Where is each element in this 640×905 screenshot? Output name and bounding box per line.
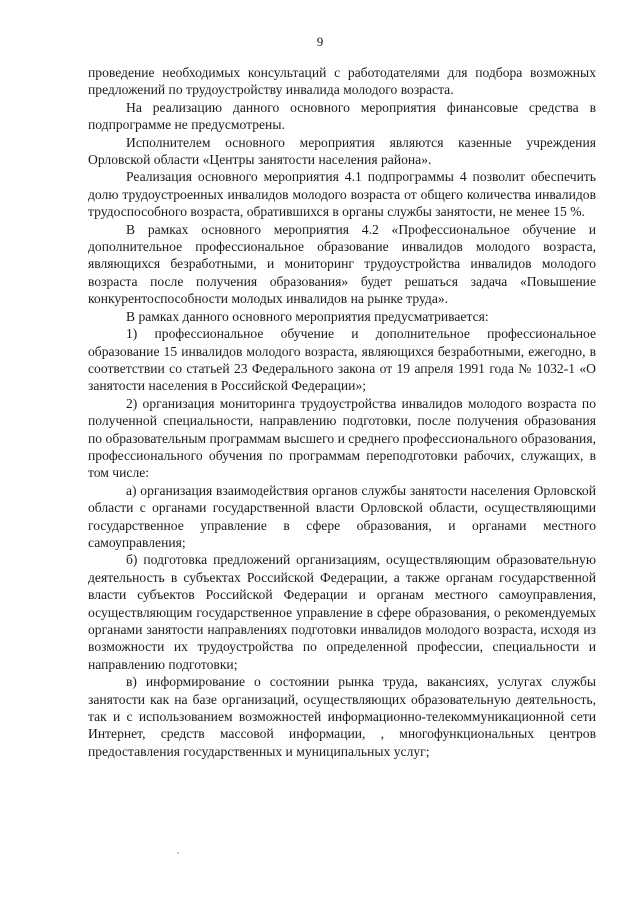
paragraph-executor: Исполнителем основного мероприятия являются казенные учреждения Орловской области «Центры занятости населения района». [88,134,596,168]
paragraph-measure-4-1: Реализация основного мероприятия 4.1 подпрограммы 4 позволит обеспечить долю трудоустроенных инвалидов молодого возраста от общего количества инвалидов трудоспособного возраста, обратившихся в органы службы занятости, не менее 15 %. [88,169,596,220]
list-item-1-training: 1) профессиональное обучение и дополнительное профессиональное образование 15 инвалидов молодого возраста, являющихся безработными, ежегодно, в соответствии со статьей 23 Федерального закона от 19 апреля 1991 года № 1032-1 «О занятости населения в Российской Федерации»; [88,326,596,394]
sub-item-b-proposals: б) подготовка предложений организациям, осуществляющим образовательную деятельность в субъектах Российской Федерации, а также органам государственной власти субъектов Российской Федерации и органам местного самоуправления, осуществляющим государственное управление в сфере образования, о рекомендуемых органами занятости направлениях подготовки инвалидов молодого возраста, исходя из возможности их трудоустройства по определенной профессии, специальности и направлению подготовки; [88,552,596,672]
list-item-2-monitoring: 2) организация мониторинга трудоустройства инвалидов молодого возраста по полученной специальности, направлению подготовки, после получения образования по образовательным программам высшего и среднего профессионального образования, профессионального обучения по программам переподготовки рабочих, служащих, в том числе: [88,395,596,481]
scan-speck [177,852,179,854]
document-body [88,64,596,760]
paragraph-consultations: проведение необходимых консультаций с работодателями для подбора возможных предложений по трудоустройству инвалида молодого возраста. [88,65,596,98]
paragraph-provisions-intro: В рамках данного основного мероприятия предусматривается: [126,308,489,324]
sub-item-v-informing: в) информирование о состоянии рынка труда, вакансиях, услугах службы занятости как на базе организаций, осуществляющих образовательную деятельность, так и с использованием возможностей информационно-телекоммуникационной сети Интернет, средств массовой информации, , многофункциональных центров предоставления государственных и муниципальных услуг; [88,674,596,759]
paragraph-measure-4-2: В рамках основного мероприятия 4.2 «Профессиональное обучение и дополнительное профессиональное образование инвалидов молодого возраста, являющихся безработными, и мониторинг трудоустройства инвалидов молодого возраста после получения образования» будет решаться задача «Повышение конкурентоспособности молодых инвалидов на рынке труда». [88,221,596,307]
page-number: 9 [316,34,324,49]
sub-item-a-cooperation: а) организация взаимодействия органов службы занятости населения Орловской области с органами государственной власти Орловской области, осуществляющими государственное управление в сфере образования, и органами местного самоуправления; [88,482,596,550]
paragraph-funding: На реализацию данного основного мероприятия финансовые средства в подпрограмме не предусмотрены. [88,99,596,133]
